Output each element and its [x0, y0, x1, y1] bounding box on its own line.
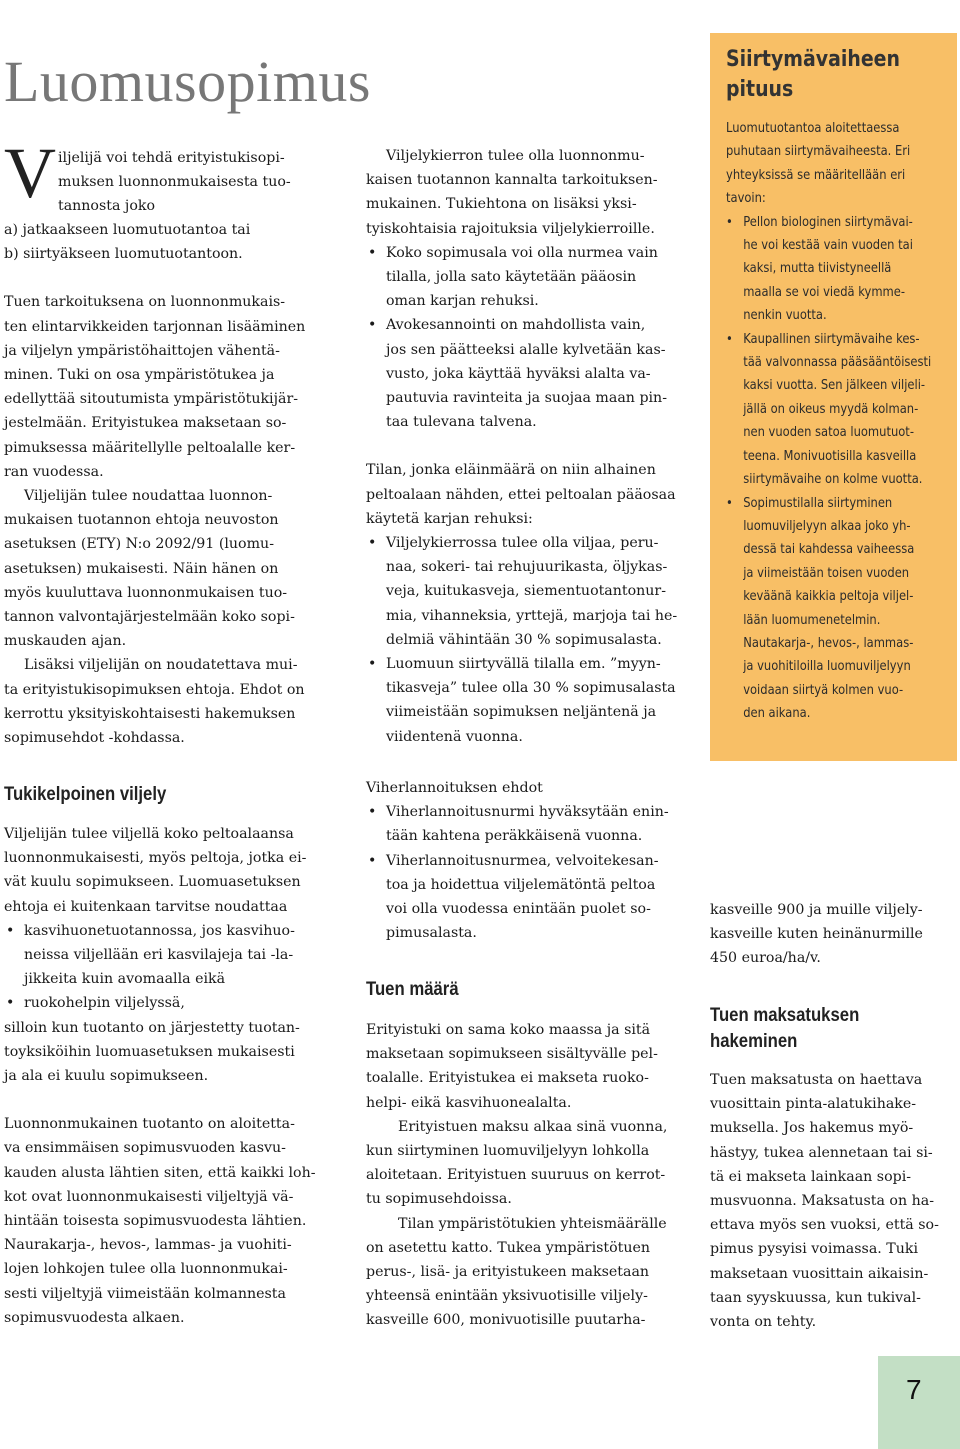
text-line: kerrottu yksityiskohtaisesti hakemuksen [4, 705, 296, 722]
text-line: ehtoja ei kuitenkaan tarvitse noudattaa [4, 898, 288, 915]
text-line: luomuviljelyyn alkaa joko yh- [743, 518, 911, 534]
text-line: kaisen tuotannon kannalta tarkoituksen- [366, 172, 658, 189]
text-line: va ensimmäisen sopimusvuoden kasvu- [4, 1140, 286, 1157]
column-2 [366, 144, 696, 749]
title-line: pituus [726, 77, 794, 102]
text-line: taan syyskuussa, kun tukival- [710, 1289, 921, 1306]
column-1-lower [4, 822, 334, 1330]
text-line: keväänä kaikkia peltoja viljel- [743, 589, 914, 605]
text-line: kaksi, mutta tiivistyneellä [743, 261, 892, 277]
option-a: a) jatkaakseen luomutuotantoa tai [4, 222, 251, 238]
text-line: asetuksen) mukaisesti. Näin hänen on [4, 560, 279, 577]
paragraph [4, 484, 334, 653]
text-line: Tuen maksatusta on haettava [710, 1072, 923, 1088]
text-line: tilalla, jolla sato käytetään pääosin [386, 269, 637, 286]
text-line: ja viljelyn ympäristöhaittojen vähentä- [4, 342, 280, 359]
column-1 [4, 218, 334, 750]
text-line: tään kahtena peräkkäisenä vuonna. [386, 828, 643, 845]
bullet-item [726, 492, 931, 726]
column-2-lower [366, 776, 696, 945]
sidebar-box [710, 33, 957, 761]
text-line: iljelijä voi tehdä erityistukisopi- [58, 150, 285, 166]
text-line: voidaan siirtyä kolmen vuo- [743, 682, 904, 698]
text-line: jällä on oikeus myydä kolman- [743, 401, 919, 417]
text-line: mukainen. Tukiehtona on lisäksi yksi- [366, 196, 637, 213]
sidebar-content [726, 117, 931, 726]
text-line: asetuksen (ETY) N:o 2092/91 (luomu- [4, 536, 274, 553]
paragraph [4, 290, 334, 484]
intro-text [58, 146, 328, 219]
page-number: 7 [906, 1374, 922, 1405]
text-line: ten elintarvikkeiden tarjonnan lisääminen [4, 318, 306, 335]
text-line: Viljelijän tulee noudattaa luonnon- [24, 488, 273, 505]
text-line: • ruokohelpin viljelyssä, [4, 991, 334, 1015]
text-line: pimusalasta. [386, 925, 477, 942]
text-line: lään luomumenetelmin. [743, 612, 881, 628]
text-line: ta erityistukisopimuksen ehtoja. Ehdot on [4, 681, 305, 698]
text-line: nen vuoden satoa luomutuot- [743, 425, 914, 441]
text-line: yhteensä enintään yksivuotisille viljely- [366, 1288, 648, 1305]
text-line: Viljelykierron tulee olla luonnonmu- [386, 148, 645, 164]
text-line: • Sopimustilalla siirtyminen [726, 492, 931, 515]
text-line: muksen luonnonmukaisesta tuo- [58, 174, 291, 191]
column-2-bottom [366, 1018, 696, 1333]
text-line: • Viherlannoitusnurmea, velvoitekesan- [366, 849, 696, 873]
text-line: kun siirtyminen luomuviljelyyn lohkolla [366, 1143, 650, 1160]
text-line: maksetaan sopimukseen sisältyvälle pel- [366, 1046, 658, 1063]
text-line: 450 euroa/ha/v. [710, 950, 821, 967]
heading-line: hakeminen [710, 1031, 798, 1052]
text-line: myös kuuluttava luonnonmukaisen tuo- [4, 584, 288, 601]
text-line: hintään toisesta sopimusvuodesta lähtien. [4, 1213, 307, 1230]
text-line: • Avokesannointi on mahdollista vain, [366, 313, 696, 337]
text-line: hästyy, tukea alennetaan tai si- [710, 1144, 933, 1161]
text-line: delmiä vähintään 30 % sopimusalasta. [386, 631, 662, 648]
text-line: Viljelijän tulee viljellä koko peltoalaansa [4, 826, 294, 842]
text-line: Viherlannoituksen ehdot [366, 780, 543, 796]
bullet-item [366, 652, 696, 749]
text-line: den aikana. [743, 706, 811, 722]
text-line: vät kuulu sopimukseen. Luomuasetuksen [4, 874, 301, 891]
text-line: perus-, lisä- ja erityistukeen maksetaan [366, 1264, 650, 1281]
text-line: edellyttää sitoutumista ympäristötukijär- [4, 391, 299, 408]
column-3-lower [710, 1068, 960, 1334]
text-line: kot ovat luonnonmukaisesti viljeltyjä vä- [4, 1188, 294, 1205]
text-line: kaksi vuotta. Sen jälkeen viljeli- [743, 378, 926, 394]
text-line: nenkin vuotta. [743, 308, 827, 324]
text-line: ran vuodessa. [4, 463, 104, 480]
text-line: • Viljelykierrossa tulee olla viljaa, peru- [366, 531, 696, 555]
text-line: sopimusehdot -kohdassa. [4, 730, 185, 747]
text-line: vonta on tehty. [710, 1314, 817, 1331]
section-heading: Tukikelpoinen viljely [4, 784, 167, 805]
bullet-item [726, 328, 931, 492]
text-line: Tilan, jonka eläinmäärä on niin alhainen [366, 462, 656, 479]
text-line: helpi- eikä kasvihuonealalta. [366, 1094, 572, 1111]
text-line: tyiskohtaisia rajoituksia viljelykierroille. [366, 220, 655, 237]
column-3 [710, 898, 960, 971]
text-line: yhteyksissä se määritellään eri [726, 167, 906, 183]
text-line: käytetä karjan rehuksi: [366, 510, 533, 527]
text-line: maksetaan vuosittain aikaisin- [710, 1265, 929, 1282]
bullet-item [366, 241, 696, 314]
text-line: Luonnonmukainen tuotanto on aloitetta- [4, 1116, 295, 1133]
text-line: teena. Monivuotisilla kasveilla [743, 448, 917, 464]
section-heading [710, 1003, 859, 1055]
text-line: mukaisen tuotannon ehtoja neuvoston [4, 512, 279, 529]
text-line: toyksiköihin luomuasetuksen mukaisesti [4, 1043, 295, 1060]
text-line: ja ala ei kuulu sopimukseen. [4, 1068, 209, 1085]
text-line: sopimusvuodesta alkaen. [4, 1309, 185, 1326]
text-line: silloin kun tuotanto on järjestetty tuotan- [4, 1019, 300, 1036]
text-line: tu sopimusehdoissa. [366, 1191, 512, 1208]
text-line: pautuvia ravinteita ja suojaa maan pin- [386, 390, 667, 407]
option-b: b) siirtyäkseen luomutuotantoon. [4, 246, 243, 263]
text-line: dessä tai kahdessa vaiheessa [743, 542, 915, 558]
text-line: sesti viljeltyjä viimeistään kolmannesta [4, 1285, 286, 1302]
page-number-box [878, 1356, 960, 1449]
text-line: muksella. Jos hakemus myö- [710, 1120, 914, 1137]
text-line: he voi kestää vain vuoden tai [743, 238, 913, 254]
text-line: jestelmään. Erityistukea maksetaan so- [4, 415, 287, 432]
page-title: Luomusopimus [4, 49, 371, 114]
text-line: ja vuohitiloilla luomuviljelyyn [743, 659, 911, 675]
text-line: oman karjan rehuksi. [386, 293, 539, 310]
text-line: aloitetaan. Erityistuen suuruus on kerrot- [366, 1167, 666, 1184]
text-line: • kasvihuonetuotannossa, jos kasvihuo- [4, 919, 334, 943]
text-line: kasveille 600, monivuotisille puutarha- [366, 1312, 646, 1329]
text-line: jikkeita kuin avomaalla eikä [24, 971, 226, 988]
text-line: Nautakarja-, hevos-, lammas- [743, 635, 914, 651]
text-line: tannosta joko [58, 198, 156, 215]
bullet-item [4, 991, 334, 1015]
text-line: • Pellon biologinen siirtymävai- [726, 211, 931, 234]
text-line: tannon valvontajärjestelmään koko sopi- [4, 609, 295, 626]
text-line: peltoalaan nähden, ettei peltoalan pääosaa [366, 486, 676, 503]
text-line: on asetettu katto. Tukea ympäristötuen [366, 1239, 651, 1256]
text-line: tää valvonnassa pääsääntöisesti [743, 355, 932, 371]
text-line: viimeistään sopimuksen neljäntenä ja [386, 704, 657, 721]
section-heading: Tuen määrä [366, 979, 459, 1000]
text-line: kasveille 900 ja muille viljely- [710, 902, 923, 918]
heading-line: Tuen maksatuksen [710, 1005, 860, 1026]
text-line: • Kaupallinen siirtymävaihe kes- [726, 328, 931, 351]
text-line: puhutaan siirtymävaiheesta. Eri [726, 144, 911, 160]
text-line: Luomutuotantoa aloitettaessa [726, 121, 900, 136]
text-line: Erityistuen maksu alkaa sinä vuonna, [398, 1118, 668, 1135]
paragraph [4, 653, 334, 750]
text-line: Tilan ympäristötukien yhteismäärälle [398, 1215, 667, 1232]
text-line: Naurakarja-, hevos-, lammas- ja vuohiti- [4, 1237, 292, 1254]
text-line: minen. Tuki on osa ympäristötukea ja [4, 367, 275, 384]
text-line: musvuonna. Maksatusta on ha- [710, 1193, 935, 1210]
bullet-item [726, 211, 931, 328]
text-line: tikasveja” tulee olla 30 % sopimusalasta [386, 680, 676, 697]
text-line: • Luomuun siirtyvällä tilalla em. ”myyn- [366, 652, 696, 676]
text-line: muskauden ajan. [4, 633, 127, 650]
text-line: pimuksessa määritellylle peltoalalle ker- [4, 439, 296, 456]
text-line: naa, sokeri- tai rehujuurikasta, öljykas- [386, 559, 668, 576]
bullet-item [366, 800, 696, 848]
bullet-item [4, 919, 334, 992]
text-line: kauden alusta lähtien siten, että kaikki loh- [4, 1164, 316, 1181]
bullet-item [366, 849, 696, 946]
text-line: tavoin: [726, 191, 766, 207]
text-line: ja viimeistään toisen vuoden [743, 565, 910, 581]
text-line: viidentenä vuonna. [386, 728, 523, 745]
bullet-item [366, 531, 696, 652]
text-line: toa ja hoidettua viljelemätöntä peltoa [386, 876, 656, 893]
text-line: pimus pysyisi voimassa. Tuki [710, 1241, 919, 1258]
text-line: taa tulevana talvena. [386, 414, 537, 431]
text-line: lojen lohkojen tulee olla luonnonmukai- [4, 1261, 288, 1278]
text-line: mia, vihanneksia, yrttejä, marjoja tai he- [386, 607, 678, 624]
text-line: • Koko sopimusala voi olla nurmea vain [366, 241, 696, 265]
text-line: veja, kuitukasveja, siementuotantonur- [386, 583, 666, 600]
text-line: neissa viljellään eri kasvilajeja tai -la- [24, 947, 294, 964]
drop-cap: V [4, 133, 56, 213]
text-line: jos sen päätteeksi alalle kylvetään kas- [386, 341, 666, 358]
text-line: Lisäksi viljelijän on noudatettava mui- [24, 657, 298, 674]
text-line: Erityistuki on sama koko maassa ja sitä [366, 1022, 651, 1038]
sidebar-title [726, 45, 900, 105]
text-line: maalla se voi viedä kymme- [743, 284, 906, 300]
text-line: Tuen tarkoituksena on luonnonmukais- [4, 294, 286, 311]
text-line: vusto, joka käyttää hyväksi alalta va- [386, 365, 651, 382]
text-line: tä ei makseta lainkaan sopi- [710, 1168, 912, 1185]
text-line: toalalle. Erityistukea ei makseta ruoko- [366, 1070, 649, 1087]
text-line: vuosittain pinta-alatukihake- [710, 1096, 917, 1113]
title-line: Siirtymävaiheen [726, 47, 900, 72]
text-line: luonnonmukaisesti, myös peltoja, jotka ei- [4, 850, 307, 867]
text-line: kasveille kuten heinänurmille [710, 926, 923, 943]
text-line: voi olla vuodessa enintään puolet so- [386, 901, 651, 918]
text-line: siirtymävaihe on kolme vuotta. [743, 472, 923, 488]
text-line: ettava myös sen vuoksi, että so- [710, 1217, 939, 1234]
bullet-item [366, 313, 696, 434]
text-line: • Viherlannoitusnurmi hyväksytään enin- [366, 800, 696, 824]
